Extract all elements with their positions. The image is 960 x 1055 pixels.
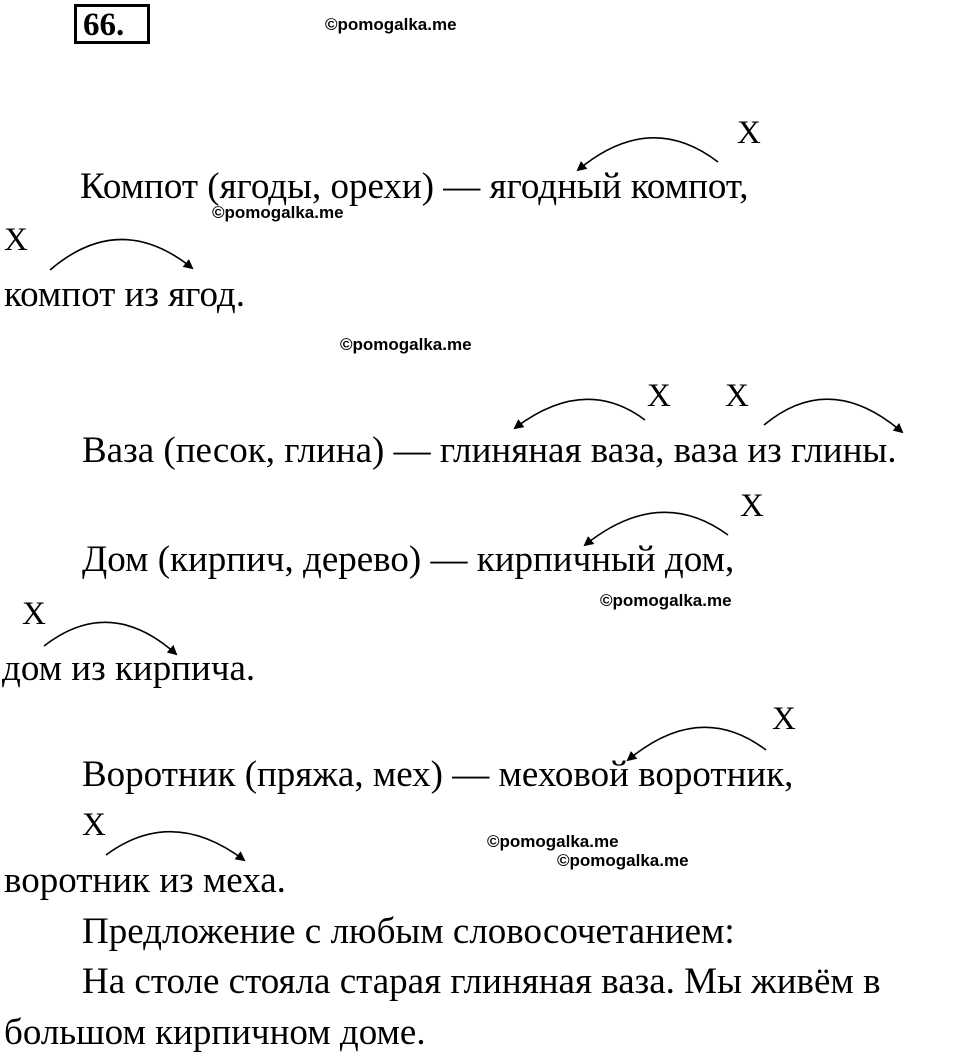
line-3: Ваза (песок, глина) — глиняная ваза, ваза из глины. — [82, 430, 897, 471]
arrow — [515, 399, 645, 428]
line-6: Воротник (пряжа, мех) — меховой воротник, — [82, 754, 794, 795]
line-9: На столе стояла старая глиняная ваза. Мы живём в — [82, 961, 881, 1002]
line-2: компот из ягод. — [4, 274, 245, 315]
arrow — [50, 239, 192, 270]
watermark: ©pomogalka.me — [600, 591, 732, 610]
main-word-mark: X — [737, 115, 761, 151]
arrow — [106, 832, 244, 860]
main-word-mark: X — [82, 807, 106, 843]
watermark: ©pomogalka.me — [212, 203, 344, 222]
line-7: воротник из меха. — [4, 860, 286, 901]
main-word-mark: X — [22, 596, 46, 632]
watermark: ©pomogalka.me — [325, 15, 457, 34]
watermark: ©pomogalka.me — [487, 832, 619, 851]
main-word-mark: X — [647, 378, 671, 414]
line-8: Предложение с любым словосочетанием: — [82, 911, 735, 952]
main-word-mark: X — [725, 378, 749, 414]
watermark: ©pomogalka.me — [557, 851, 689, 870]
exercise-number: 66. — [74, 4, 150, 44]
main-word-mark: X — [4, 222, 28, 258]
line-1: Компот (ягоды, орехи) — ягодный компот, — [80, 166, 749, 207]
line-4: Дом (кирпич, дерево) — кирпичный дом, — [82, 539, 735, 580]
arrow — [764, 399, 902, 432]
watermark: ©pomogalka.me — [340, 335, 472, 354]
main-word-mark: X — [772, 701, 796, 737]
line-5: дом из кирпича. — [2, 648, 256, 689]
line-10: большом кирпичном доме. — [4, 1012, 426, 1053]
main-word-mark: X — [740, 488, 764, 524]
